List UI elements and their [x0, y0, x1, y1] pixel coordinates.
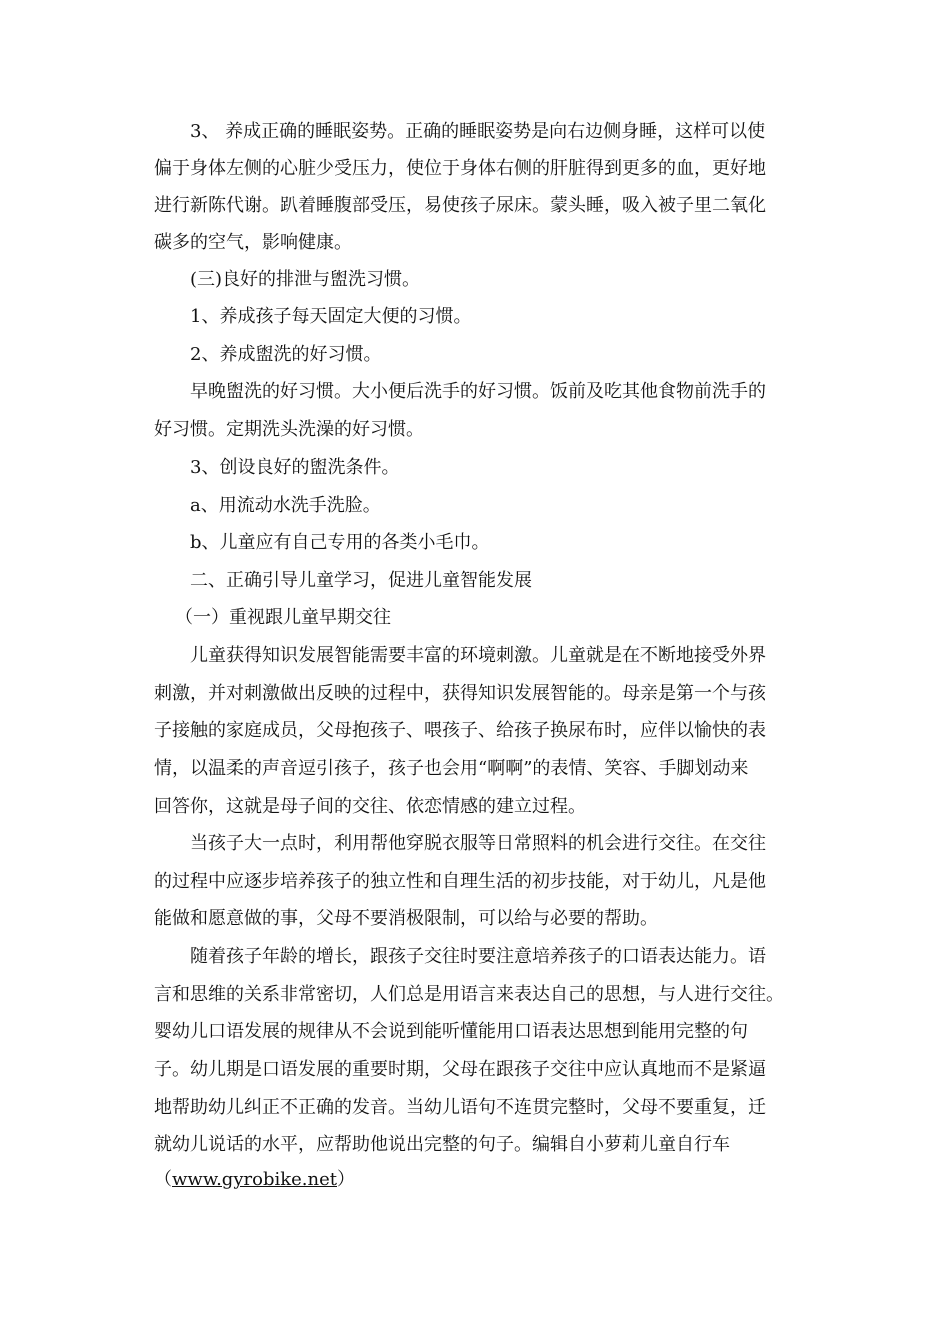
open-paren: （	[154, 1169, 172, 1190]
paragraph-line: 言和思维的关系非常密切，人们总是用语言来表达自己的思想，与人进行交往。	[154, 984, 784, 1005]
paragraph-line: 偏于身体左侧的心脏少受压力，使位于身体右侧的肝脏得到更多的血，更好地	[154, 158, 766, 179]
list-item: 3、创设良好的盥洗条件。	[190, 457, 400, 478]
list-item: 1、养成孩子每天固定大便的习惯。	[190, 306, 472, 327]
paragraph-line: 儿童获得知识发展智能需要丰富的环境刺激。儿童就是在不断地接受外界	[190, 645, 766, 666]
paragraph-line: 回答你，这就是母子间的交往、依恋情感的建立过程。	[154, 796, 586, 817]
paragraph-line: 早晚盥洗的好习惯。大小便后洗手的好习惯。饭前及吃其他食物前洗手的	[190, 381, 766, 402]
paragraph-line: 3、 养成正确的睡眠姿势。正确的睡眠姿势是向右边侧身睡，这样可以使	[190, 121, 766, 142]
paragraph-line: 子。幼儿期是口语发展的重要时期，父母在跟孩子交往中应认真地而不是紧逼	[154, 1059, 766, 1080]
paragraph-line: 好习惯。定期洗头洗澡的好习惯。	[154, 419, 424, 440]
gyrobike-link[interactable]: www.gyrobike.net	[172, 1169, 337, 1190]
paragraph-line: 就幼儿说话的水平，应帮助他说出完整的句子。编辑自小萝莉儿童自行车	[154, 1134, 730, 1155]
subsection-heading: （一）重视跟儿童早期交往	[175, 607, 391, 628]
section-heading: (三)良好的排泄与盥洗习惯。	[190, 269, 421, 290]
source-line	[154, 1168, 804, 1192]
close-paren: ）	[336, 1169, 355, 1190]
paragraph-line: 当孩子大一点时，利用帮他穿脱衣服等日常照料的机会进行交往。在交往	[190, 833, 766, 854]
list-item: 2、养成盥洗的好习惯。	[190, 344, 382, 365]
paragraph-line: 子接触的家庭成员，父母抱孩子、喂孩子、给孩子换尿布时，应伴以愉快的表	[154, 720, 766, 741]
paragraph-line: 刺激，并对刺激做出反映的过程中，获得知识发展智能的。母亲是第一个与孩	[154, 683, 766, 704]
list-item: b、儿童应有自己专用的各类小毛巾。	[190, 532, 490, 553]
paragraph-line: 随着孩子年龄的增长，跟孩子交往时要注意培养孩子的口语表达能力。语	[190, 946, 766, 967]
paragraph-line: 能做和愿意做的事，父母不要消极限制，可以给与必要的帮助。	[154, 908, 658, 929]
paragraph-line: 地帮助幼儿纠正不正确的发音。当幼儿语句不连贯完整时，父母不要重复，迁	[154, 1097, 766, 1118]
list-item: a、用流动水洗手洗脸。	[190, 495, 381, 516]
paragraph-line: 碳多的空气，影响健康。	[154, 232, 352, 253]
paragraph-line: 的过程中应逐步培养孩子的独立性和自理生活的初步技能，对于幼儿，凡是他	[154, 871, 766, 892]
paragraph-line: 进行新陈代谢。趴着睡腹部受压，易使孩子尿床。蒙头睡，吸入被子里二氧化	[154, 195, 766, 216]
section-heading: 二、正确引导儿童学习，促进儿童智能发展	[190, 570, 532, 591]
paragraph-line: 情，以温柔的声音逗引孩子，孩子也会用“啊啊”的表情、笑容、手脚划动来	[154, 758, 749, 779]
paragraph-line: 婴幼儿口语发展的规律从不会说到能听懂能用口语表达思想到能用完整的句	[154, 1021, 748, 1042]
